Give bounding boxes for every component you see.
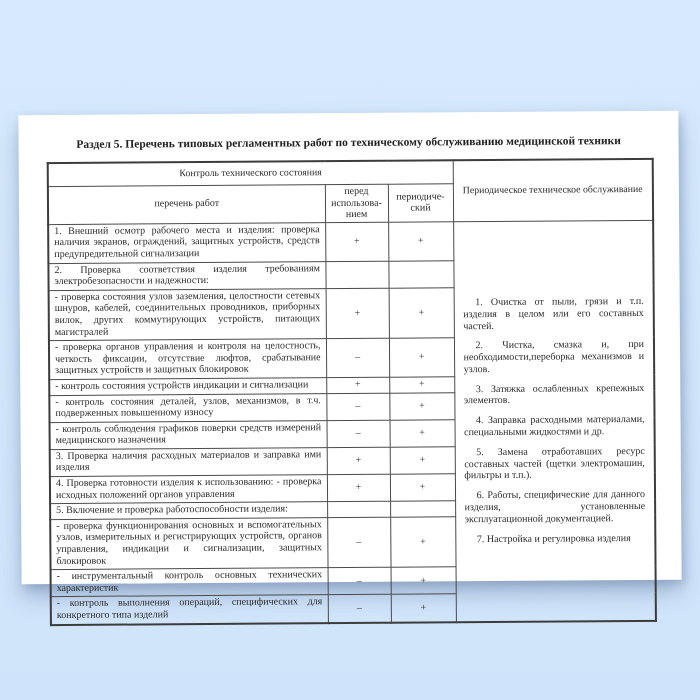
work-cell: - контроль состояния деталей, узлов, механизмов, в т.ч. подверженных повышенному износу [49, 393, 326, 422]
work-cell: 2. Проверка соответствия изделия требованиям электробезопасности и надежности: [48, 261, 325, 290]
work-cell: 4. Проверка готовности изделия к использованию: - проверка исходных положений органов управления [50, 475, 327, 504]
mark-periodic: + [390, 474, 455, 502]
mark-periodic: + [391, 594, 456, 622]
mark-before: – [327, 517, 390, 568]
header-row-group [48, 159, 653, 187]
header-periodic-maintenance: Периодическое техническое обслуживание [453, 159, 653, 222]
page-title: Раздел 5. Перечень типовых регламентных работ по техническому обслуживанию медицинской техники [76, 135, 621, 151]
mark-periodic [388, 260, 453, 288]
maintenance-item: 2. Чистка, смазка и, при необходимости,переборка механизмов и узлов. [463, 339, 645, 376]
mark-before: + [327, 447, 390, 475]
mark-periodic: + [389, 338, 454, 377]
document-page [18, 111, 681, 622]
work-cell: - контроль выполнения операций, специфических для конкретного типа изделий [51, 595, 328, 625]
mark-before: – [327, 420, 390, 448]
mark-before: + [326, 288, 389, 339]
mark-before: + [325, 222, 388, 261]
work-cell: 5. Включение и проверка работоспособности изделия: [50, 502, 327, 520]
mark-periodic: + [388, 222, 453, 261]
maintenance-table [47, 158, 657, 626]
mark-before: + [327, 474, 390, 502]
mark-periodic: + [390, 419, 455, 447]
mark-periodic: + [391, 567, 456, 595]
mark-before [325, 261, 388, 289]
maintenance-item: 3. Затяжка ослабленных крепежных элементов. [463, 382, 645, 407]
mark-periodic: + [389, 377, 454, 393]
mark-periodic: + [390, 517, 455, 568]
work-cell: - проверка органов управления и контроля на целостность, четкость фиксации, отсутствие люфтов, срабатывание защитных устройств и защитных блокировок [49, 339, 326, 380]
work-cell: 3. Проверка наличия расходных материалов и заправка ими изделия [50, 448, 327, 477]
mark-periodic: + [389, 392, 454, 420]
mark-periodic: + [389, 288, 454, 339]
mark-periodic [390, 501, 455, 517]
work-cell: - проверка состояния узлов заземления, целостности сетевых шнуров, кабелей, соединительных проводников, приборных вилок, других коммутирующих устройств, питающих магистралей [49, 288, 326, 340]
maintenance-item: 6. Работы, специфические для данного изделия, установленные эксплуатационной документацией. [464, 489, 646, 526]
maintenance-item: 1. Очистка от пыли, грязи и т.п. изделия в целом или его составных частей. [463, 295, 644, 332]
mark-periodic: + [390, 447, 455, 475]
maintenance-cell [453, 220, 656, 622]
maintenance-item: 7. Настройка и регулировка изделия [476, 532, 631, 545]
work-cell: - инструментальный контроль основных технических характеристик [51, 568, 328, 597]
maintenance-item: 4. Заправка расходными материалами, специальными жидкостями и др. [464, 414, 645, 439]
header-before-use: перед использова-нием [325, 184, 388, 222]
header-control-state: Контроль технического состояния [48, 160, 453, 186]
work-cell: - проверка функционирования основных и вспомогательных узлов, измерительных и регистрирующих устройств, органов управления, индикации и сигнализации, защитных блокировок [50, 518, 327, 570]
work-cell: 1. Внешний осмотр рабочего места и изделия: проверка наличия экранов, ограждений, защитных устройств, средств предупредительной сигнализации [48, 222, 325, 263]
table-row [48, 220, 653, 263]
work-cell: - контроль соблюдения графиков поверки средств измерений медицинского назначения [50, 420, 327, 449]
header-works-list: перечень работ [48, 185, 325, 225]
work-cell: - контроль состояния устройств индикации и сигнализации [49, 378, 326, 396]
maintenance-item: 5. Замена отработавших ресурс составных частей (щетки электромашин, фильтры и т.п.). [464, 445, 645, 482]
mark-before: – [328, 567, 391, 595]
mark-before: – [328, 595, 391, 623]
mark-before: – [326, 338, 389, 377]
header-periodic: периодиче-ский [388, 184, 453, 222]
mark-before: – [326, 393, 389, 421]
mark-before [327, 501, 390, 517]
mark-before: + [326, 377, 389, 393]
